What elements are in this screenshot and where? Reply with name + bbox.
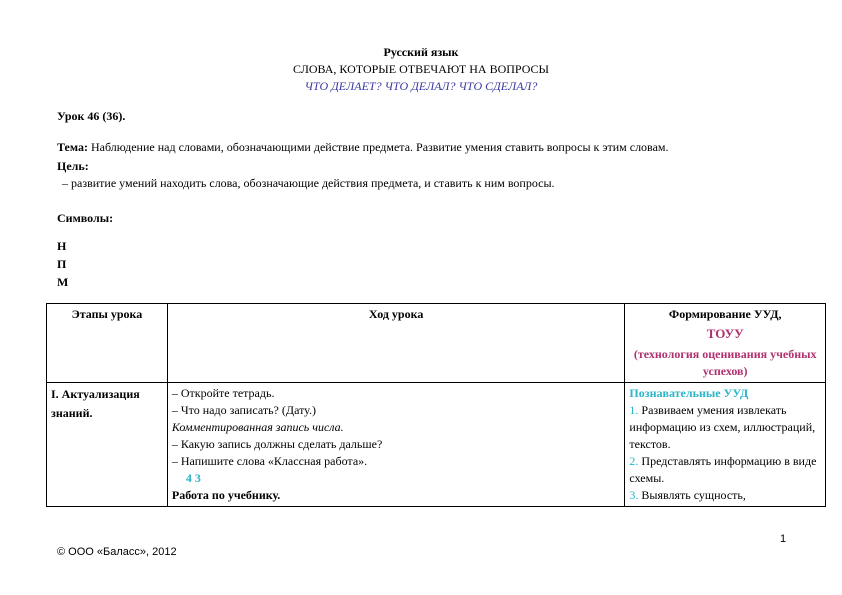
textbook-work: Работа по учебнику. <box>171 488 281 502</box>
topic-text: Наблюдение над словами, обозначающими действие предмета. Развитие умения ставить вопросы к этим словам. <box>87 140 669 154</box>
lesson-title: СЛОВА, КОТОРЫЕ ОТВЕЧАЮТ НА ВОПРОСЫ <box>292 62 550 76</box>
course-cell <box>167 383 625 507</box>
course-line: – Напишите слова «Классная работа». <box>171 454 368 468</box>
symbol-m: М <box>57 275 69 289</box>
uud-item <box>629 453 821 487</box>
uud-item-number: 1. <box>629 403 639 417</box>
header-stages: Этапы урока <box>47 304 168 383</box>
uud-item-text: Представлять информацию в виде схемы. <box>629 454 817 485</box>
goal-label: Цель: <box>57 159 89 173</box>
header-course: Ход урока <box>167 304 625 383</box>
subject-title: Русский язык <box>383 45 459 59</box>
table-header-row <box>47 304 826 383</box>
course-line: – Какую запись должны сделать дальше? <box>171 437 383 451</box>
table-row <box>47 383 826 507</box>
uud-item <box>629 487 821 504</box>
lesson-questions: ЧТО ДЕЛАЕТ? ЧТО ДЕЛАЛ? ЧТО СДЕЛАЛ? <box>304 79 538 93</box>
uud-cell <box>625 383 826 507</box>
uud-item-number: 2. <box>629 454 639 468</box>
page-number: 1 <box>780 533 787 545</box>
goal-text: – развитие умений находить слова, обозначающие действия предмета, и ставить к ним вопросы. <box>62 176 555 190</box>
header-uud-label: Формирование УУД, <box>668 307 782 321</box>
lesson-number: Урок 46 (36). <box>57 109 126 123</box>
symbol-n: Н <box>57 239 67 253</box>
uud-item-text: Развиваем умения извлекать информацию из схем, иллюстраций, текстов. <box>629 403 816 451</box>
symbol-p: П <box>57 257 67 271</box>
symbol-numbers: 4 3 <box>185 471 201 485</box>
topic-line <box>57 140 669 154</box>
course-line: – Что надо записать? (Дату.) <box>171 403 316 417</box>
uud-item-text: Выявлять сущность, <box>638 488 746 502</box>
copyright-footer: © ООО «Баласс», 2012 <box>57 546 177 558</box>
uud-title: Познавательные УУД <box>629 386 749 400</box>
topic-label: Тема: <box>57 140 88 154</box>
header-touu-sub: (технология оценивания учебных успехов) <box>633 347 817 378</box>
header-touu: ТОУУ <box>706 326 744 341</box>
uud-item <box>629 402 821 453</box>
lesson-table <box>46 303 826 507</box>
uud-item-number: 3. <box>629 488 639 502</box>
course-line: – Откройте тетрадь. <box>171 386 275 400</box>
stage-cell: I. Актуализация знаний. <box>47 383 168 507</box>
course-line: Комментированная запись числа. <box>171 420 344 434</box>
symbols-label: Символы: <box>57 211 114 225</box>
header-uud <box>625 304 826 383</box>
